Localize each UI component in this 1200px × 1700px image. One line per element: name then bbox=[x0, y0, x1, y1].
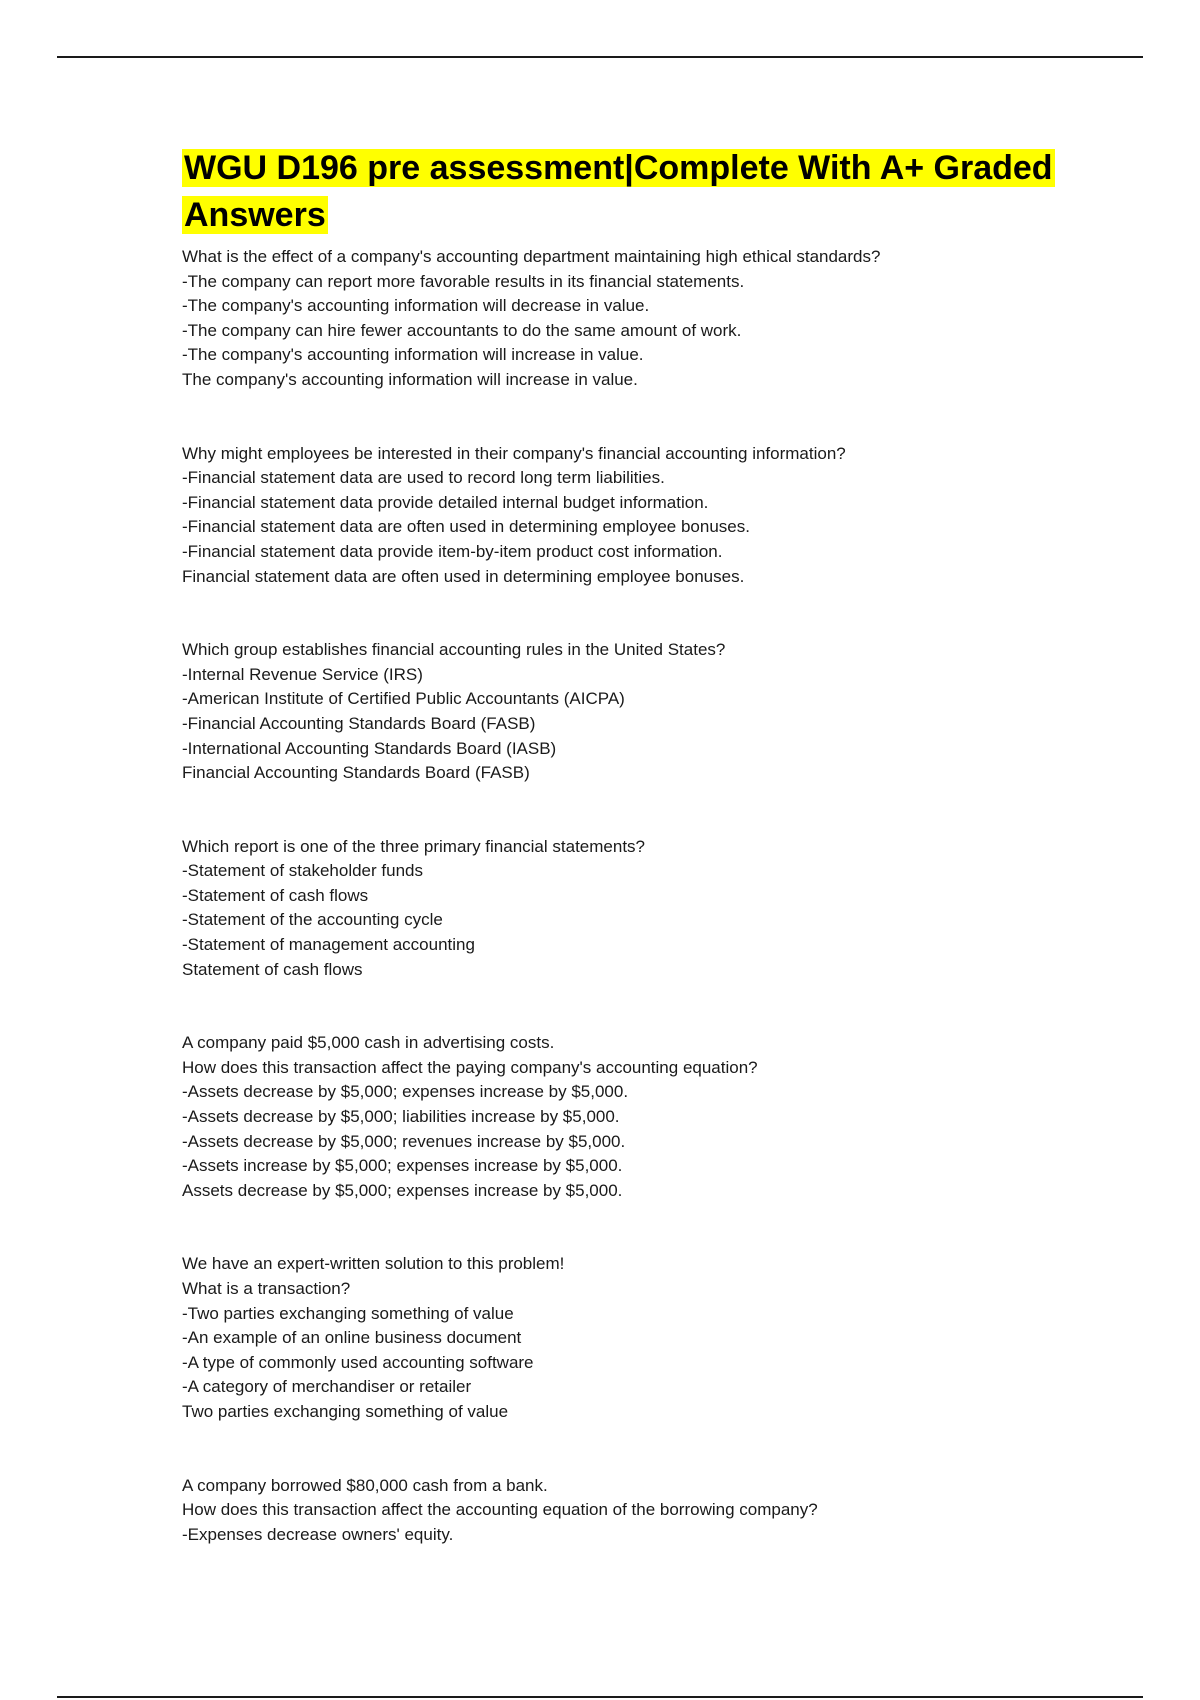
correct-answer: Financial statement data are often used in determining employee bonuses. bbox=[182, 566, 745, 586]
answer-option: -Two parties exchanging something of value bbox=[182, 1303, 514, 1323]
answer-option: -Financial Accounting Standards Board (FASB) bbox=[182, 713, 536, 733]
answer-option: -Financial statement data are often used in determining employee bonuses. bbox=[182, 517, 750, 537]
document-title-highlight: WGU D196 pre assessment|Complete With A+ Graded Answers bbox=[184, 149, 1053, 234]
question-text: A company borrowed $80,000 cash from a bank. bbox=[182, 1475, 548, 1495]
correct-answer: Two parties exchanging something of value bbox=[182, 1401, 509, 1421]
page-bottom-rule bbox=[57, 1696, 1143, 1698]
answer-option: -Assets increase by $5,000; expenses increase by $5,000. bbox=[182, 1156, 623, 1176]
answer-option: -Assets decrease by $5,000; revenues increase by $5,000. bbox=[182, 1131, 626, 1151]
question-text: What is the effect of a company's accounting department maintaining high ethical standards? bbox=[182, 247, 881, 266]
answer-option: -The company's accounting information will increase in value. bbox=[182, 345, 644, 365]
correct-answer: The company's accounting information will increase in value. bbox=[182, 369, 638, 389]
correct-answer: Assets decrease by $5,000; expenses increase by $5,000. bbox=[182, 1180, 623, 1200]
question-text: How does this transaction affect the accounting equation of the borrowing company? bbox=[182, 1500, 818, 1520]
document-body bbox=[182, 145, 1082, 1547]
answer-option: -International Accounting Standards Board (IASB) bbox=[182, 738, 557, 758]
correct-answer: Financial Accounting Standards Board (FASB) bbox=[182, 763, 530, 783]
answer-option: -The company can report more favorable results in its financial statements. bbox=[182, 271, 745, 291]
answer-option: -American Institute of Certified Public Accountants (AICPA) bbox=[182, 689, 625, 709]
answer-option: -Statement of management accounting bbox=[182, 935, 475, 955]
answer-option: -A category of merchandiser or retailer bbox=[182, 1377, 472, 1397]
question-text: A company paid $5,000 cash in advertising costs. bbox=[182, 1033, 555, 1053]
question-text: Why might employees be interested in their company's financial accounting information? bbox=[182, 443, 846, 463]
answer-option: -Statement of cash flows bbox=[182, 885, 369, 905]
answer-option: -An example of an online business document bbox=[182, 1328, 522, 1348]
question-block bbox=[182, 835, 1082, 983]
page-top-rule bbox=[57, 56, 1143, 58]
answer-option: -The company can hire fewer accountants to do the same amount of work. bbox=[182, 320, 742, 340]
answer-option: -The company's accounting information will decrease in value. bbox=[182, 296, 650, 316]
answer-option: -Statement of the accounting cycle bbox=[182, 910, 443, 930]
document-title bbox=[182, 145, 1082, 239]
question-block bbox=[182, 1031, 1082, 1203]
question-block bbox=[182, 1252, 1082, 1424]
answer-option: -A type of commonly used accounting software bbox=[182, 1352, 534, 1372]
question-list bbox=[182, 245, 1082, 1547]
answer-option: -Internal Revenue Service (IRS) bbox=[182, 664, 423, 684]
answer-option: -Financial statement data provide detailed internal budget information. bbox=[182, 492, 709, 512]
question-text: How does this transaction affect the paying company's accounting equation? bbox=[182, 1057, 758, 1077]
question-text: We have an expert-written solution to this problem! bbox=[182, 1254, 565, 1274]
answer-option: -Statement of stakeholder funds bbox=[182, 861, 423, 881]
answer-option: -Financial statement data provide item-by-item product cost information. bbox=[182, 541, 723, 561]
question-block bbox=[182, 245, 1082, 393]
correct-answer: Statement of cash flows bbox=[182, 959, 363, 979]
question-block bbox=[182, 1474, 1082, 1548]
question-text: Which group establishes financial accounting rules in the United States? bbox=[182, 640, 726, 660]
question-text: What is a transaction? bbox=[182, 1279, 351, 1298]
question-block bbox=[182, 442, 1082, 590]
question-text: Which report is one of the three primary financial statements? bbox=[182, 836, 645, 856]
answer-option: -Financial statement data are used to record long term liabilities. bbox=[182, 468, 665, 488]
answer-option: -Expenses decrease owners' equity. bbox=[182, 1524, 454, 1544]
question-block bbox=[182, 638, 1082, 786]
answer-option: -Assets decrease by $5,000; expenses increase by $5,000. bbox=[182, 1082, 629, 1102]
answer-option: -Assets decrease by $5,000; liabilities increase by $5,000. bbox=[182, 1107, 620, 1127]
